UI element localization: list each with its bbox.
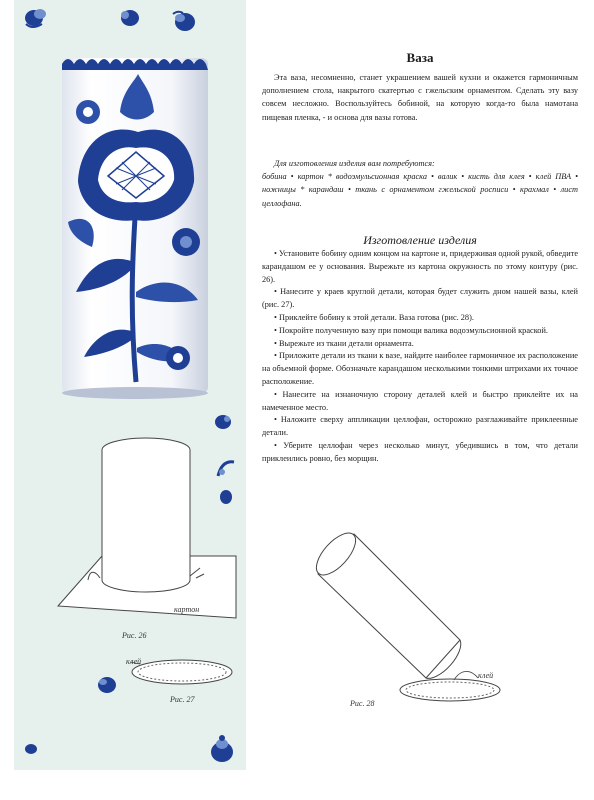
- materials-list: бобина • картон * водоэмульсионная краска • валик • кисть для клея • клей ПВА • ножницы * карандаш • ткань с орнаментом гжельской росписи • крахмал • лист целлофана.: [262, 172, 578, 208]
- step-item: • Приклейте бобину к этой детали. Ваза готова (рис. 28).: [274, 312, 474, 322]
- figure-27-caption: Рис. 27: [170, 695, 195, 704]
- ornament-icon-bottom-small: [22, 740, 40, 758]
- ornament-icon-bottom-left: [94, 672, 120, 698]
- ornament-icon-top-left: [22, 4, 50, 30]
- step-item: • Покройте полученную вазу при помощи валика водоэмульсионной краской.: [274, 325, 548, 335]
- step-item: • Нанесите на изнаночную сторону деталей клей и быстро приклейте их на намеченное место.: [262, 389, 578, 412]
- step-item: • Наложите сверху аппликации целлофан, осторожно разглаживайте приклеенные детали.: [262, 415, 578, 438]
- step-item: • Установите бобину одним концом на картоне и, придерживая одной рукой, обведите карандашом ее у основания. Вырежьте из картона окружность по этому контуру (рис. 26).: [262, 249, 578, 284]
- intro-paragraph: Эта ваза, несомненно, станет украшением вашей кухни и окажется гармоничным дополнением стола, накрытого скатертью с гжельским орнаментом. Сделать эту вазу совсем несложно. Воспользуйтесь бобиной, на которую когда-то была намотана пищевая пленка, - и основа для вазы готова.: [262, 73, 578, 122]
- step-item: • Приложите детали из ткани к вазе, найдите наиболее гармоничное их расположение на объемной форме. Обозначьте карандашом несколькими тонкими штрихами их точное расположение.: [262, 351, 578, 386]
- ornament-icon-top-right: [170, 8, 200, 34]
- figure-28-drawing: [310, 520, 510, 710]
- materials-block: [262, 157, 578, 210]
- materials-lead: Для изготовления изделия вам потребуются:: [274, 159, 435, 168]
- figure-27-label: клей: [126, 657, 142, 666]
- ornament-icon-top-mid: [116, 6, 144, 30]
- step-item: • Уберите целлофан через несколько минут, убедившись в том, что детали приклеились ровно, без морщин.: [262, 440, 578, 463]
- step-item: • Вырежьте из ткани детали орнамента.: [274, 338, 414, 348]
- figure-26-caption: Рис. 26: [122, 631, 147, 640]
- figure-26-label: картон: [174, 605, 200, 614]
- section-title: Изготовление изделия: [363, 233, 477, 247]
- figure-28-label: клей: [478, 671, 494, 680]
- figure-26-drawing: [50, 428, 240, 644]
- page-title: Ваза: [406, 50, 434, 65]
- steps-list: [262, 248, 578, 466]
- ornament-icon-bottom-right: [206, 734, 238, 768]
- figure-27-drawing: [120, 654, 244, 710]
- vase-illustration: [58, 52, 214, 402]
- figure-28-caption: Рис. 28: [350, 699, 375, 708]
- step-item: • Нанесите у краев круглой детали, которая будет служить дном нашей вазы, клей (рис. 27).: [262, 287, 578, 310]
